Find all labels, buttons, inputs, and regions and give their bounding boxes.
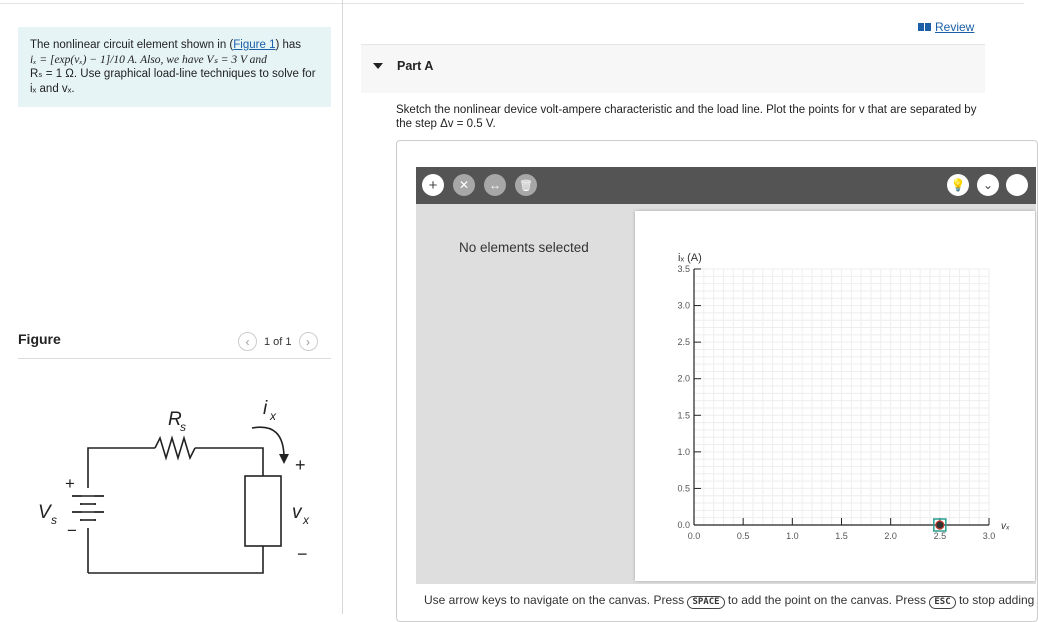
- part-label: Part A: [397, 59, 434, 73]
- chevron-down-icon[interactable]: ⌄: [977, 174, 999, 196]
- next-figure-button[interactable]: ›: [299, 332, 318, 351]
- hint-icon[interactable]: 💡: [947, 174, 969, 196]
- rs-label: R: [168, 409, 182, 430]
- problem-text: The nonlinear circuit element shown in (: [30, 39, 234, 51]
- figure-divider: [18, 358, 331, 359]
- collapse-caret-icon[interactable]: [373, 63, 383, 69]
- y-tick-label: 1.0: [677, 446, 690, 457]
- review-link[interactable]: [918, 20, 974, 34]
- problem-statement: [18, 27, 331, 107]
- x-tick-label: 1.0: [786, 531, 799, 541]
- extra-tool-icon[interactable]: [1006, 174, 1028, 196]
- graph-toolbar: [416, 167, 1036, 204]
- y-tick-label: 2.0: [677, 373, 690, 384]
- x-tick-label: 3.0: [982, 531, 996, 541]
- selection-status: No elements selected: [459, 240, 589, 255]
- rs-subscript: s: [180, 420, 186, 434]
- x-tick-label: 1.5: [835, 531, 848, 541]
- delete-tool-icon[interactable]: 🗑: [515, 174, 537, 196]
- data-point: [936, 521, 944, 529]
- x-tick-label: 2.0: [884, 531, 897, 541]
- problem-equation: iₓ = [exp(vₓ) − 1]/10 A. Also, we have Vₛ = 3 V and: [30, 53, 267, 66]
- left-panel: [0, 0, 343, 614]
- figure-link[interactable]: Figure 1: [233, 39, 276, 51]
- y-tick-label: 2.5: [677, 337, 690, 348]
- prev-figure-button[interactable]: ‹: [238, 332, 257, 351]
- instruction-text: to add the point on the canvas. Press: [724, 593, 930, 607]
- draw-vector-tool-icon[interactable]: ✕: [453, 174, 475, 196]
- review-label: Review: [935, 20, 975, 34]
- space-key: SPACE: [687, 596, 724, 609]
- y-tick-label: 3.5: [677, 264, 690, 274]
- x-tick-label: 2.5: [933, 531, 947, 541]
- ix-label: i: [263, 398, 268, 419]
- instruction-text: to stop adding: [955, 593, 1035, 607]
- esc-key: ESC: [929, 596, 955, 609]
- x-tick-label: 0.5: [736, 531, 750, 541]
- battery-plus-label: +: [65, 474, 75, 493]
- vx-label: v: [292, 502, 302, 523]
- vs-label: V: [38, 502, 51, 523]
- problem-text: iₓ and vₓ.: [30, 82, 75, 95]
- add-point-tool-icon[interactable]: +: [422, 174, 444, 196]
- problem-text: Rₛ = 1 Ω. Use graphical load-line techniques to solve for: [30, 68, 316, 80]
- element-minus-label: −: [297, 544, 308, 564]
- part-a-header[interactable]: [361, 44, 985, 93]
- current-arrow-icon: [279, 454, 289, 464]
- circuit-diagram: [30, 390, 330, 580]
- ix-subscript: x: [270, 409, 276, 423]
- vs-subscript: s: [51, 513, 57, 527]
- graph-canvas[interactable]: [635, 211, 1035, 581]
- move-tool-icon[interactable]: ↔: [484, 174, 506, 196]
- figure-pager: [238, 332, 318, 351]
- figure-page-count: 1 of 1: [264, 335, 292, 348]
- y-tick-label: 0.5: [677, 483, 690, 494]
- question-text: Sketch the nonlinear device volt-ampere characteristic and the load line. Plot the points for v that are separated by the step Δv = 0.5 V.: [396, 104, 977, 130]
- x-tick-label: 0.0: [687, 531, 701, 541]
- y-tick-label: 1.5: [677, 410, 690, 421]
- element-plus-label: +: [295, 455, 306, 475]
- keyboard-instructions: [424, 593, 1035, 609]
- vx-subscript: x: [303, 513, 309, 527]
- instruction-text: Use arrow keys to navigate on the canvas. Press: [424, 593, 688, 607]
- y-tick-label: 0.0: [677, 520, 690, 530]
- battery-minus-label: −: [67, 521, 77, 540]
- y-axis-label: iₓ (A): [678, 252, 702, 264]
- figure-title: Figure: [18, 331, 61, 347]
- y-tick-label: 3.0: [677, 300, 690, 311]
- plot-svg[interactable]: [635, 211, 1035, 581]
- problem-text: ) has: [275, 39, 302, 51]
- x-axis-label: vₓ: [1001, 521, 1010, 532]
- book-icon: [918, 22, 931, 32]
